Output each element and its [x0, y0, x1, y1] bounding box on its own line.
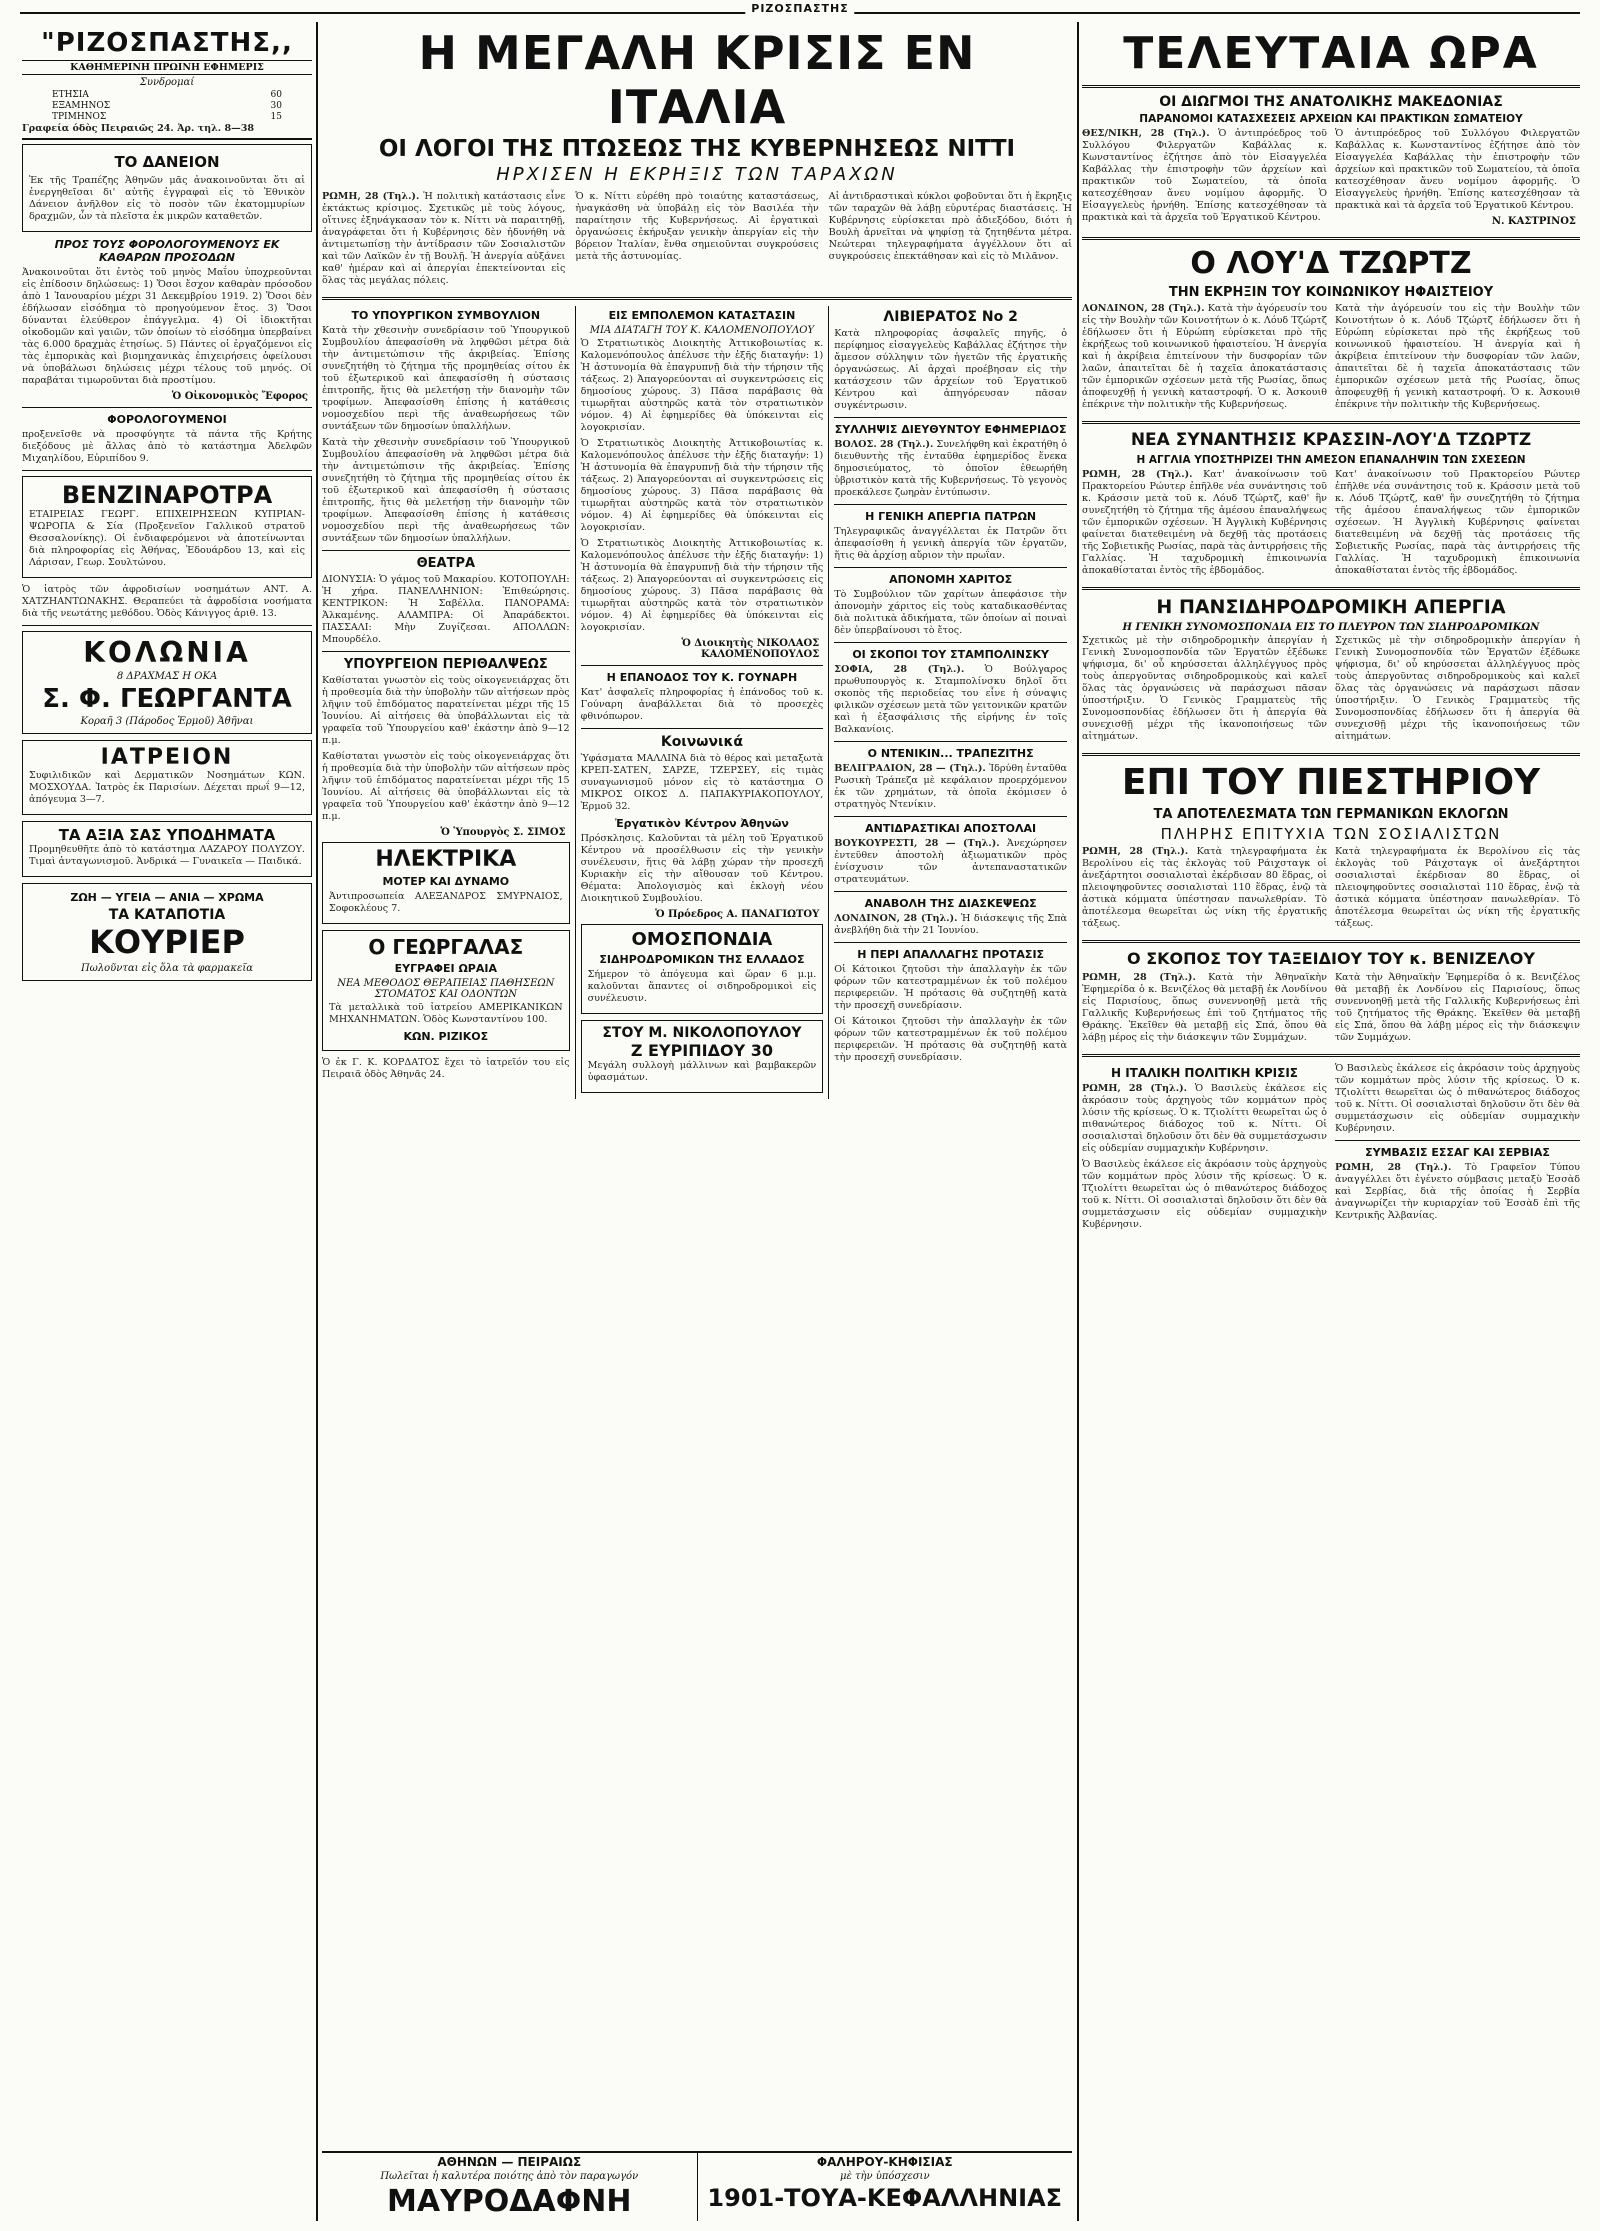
venizelos-text: Κατὰ τὴν Ἀθηναϊκὴν Ἐφημερίδα ὁ κ. Βενιζέλος θὰ μεταβῇ ἐκ Λονδίνου εἰς Παρισίους, ὅπως συνεννοηθῇ μετὰ τῆς Γαλλικῆς Κυβερνήσεως ἐπὶ τοῦ ζητήματος τῆς Θράκης. Ἐκεῖθεν θὰ μεταβῇ εἰς Σπά, ὅπου θὰ λάβῃ μέρος εἰς τὴν διάσκεψιν τῶν Συμμάχων. [1082, 972, 1327, 1043]
ad-nikolopoulos [581, 1020, 824, 1093]
divider [834, 504, 1067, 505]
social-title: Κοινωνικά [660, 734, 744, 750]
presses-sub2: ΠΛΗΡΗΣ ΕΠΙΤΥΧΙΑ ΤΩΝ ΣΟΣΙΑΛΙΣΤΩΝ [1160, 825, 1502, 843]
tax-notice [22, 413, 312, 465]
ad-georgalas-body: Τὰ μεταλλικὰ τοῦ ἰατρείου ΑΜΕΡΙΚΑΝΙΚΩΝ ΜΗΧΑΝΗΜΑΤΩΝ. Ὁδὸς Κωνσταντίνου 100. [329, 1002, 563, 1025]
serbia-text: Τὸ Γραφεῖον Τύπου ἀναγγέλλει ὅτι ἐγένετο σύμβασις μεταξὺ Ἐσσὰδ καὶ Σερβίας, διὰ τῆς ὁποίας ἡ Σερβία ἀναγνωρίζει τὴν κυριαρχίαν τοῦ Ἐσσὰδ ἐπὶ τῆς Κεντρικῆς Ἀλβανίας. [1335, 1162, 1580, 1221]
presses-title: ΕΠΙ ΤΟΥ ΠΙΕΣΤΗΡΙΟΥ [1121, 762, 1541, 803]
arrest-dateline: ΒΟΛΟΣ. 28 (Τηλ.). [834, 439, 934, 450]
postpone-text: Ἡ διάσκεψις τῆς Σπὰ ἀνεβλήθη διὰ τὴν 21 Ἰουνίου. [834, 913, 1068, 936]
loan-title: ΤΟ ΔΑΝΕΙΟΝ [114, 153, 220, 171]
loan-article [22, 144, 312, 232]
ad-kourier-title: ΚΟΥΡΙΕΡ [89, 923, 245, 961]
reaction-text: Ἀνεχώρησεν ἐντεῦθεν ἀποστολὴ ἀξιωματικῶν πρὸς ἐνίσχυσιν τῶν ἀντεπαναστατικῶν στρατευμάτων. [834, 838, 1068, 885]
divider [834, 567, 1067, 568]
serbia-title: ΣΥΜΒΑΣΙΣ ΕΣΣΑΓ ΚΑΙ ΣΕΡΒΙΑΣ [1365, 1146, 1550, 1159]
italy-crisis-dateline: ΡΩΜΗ, 28 (Τηλ.). [1082, 1083, 1187, 1094]
martial-sub: ΜΙΑ ΔΙΑΤΑΓΗ ΤΟΥ Κ. ΚΑΛΟΜΕΝΟΠΟΥΛΟΥ [589, 325, 815, 336]
income-title: ΠΡΟΣ ΤΟΥΣ ΦΟΡΟΛΟΓΟΥΜΕΝΟΥΣ ΕΚ ΚΑΘΑΡΩΝ ΠΡΟΣΟΔΩΝ [54, 238, 280, 264]
macedonia-text: Ὁ ἀντιπρόεδρος τοῦ Συλλόγου Φιλεργατῶν Καβάλλας κ. Κωνσταντίνος ἐζήτησε ἀπὸ τὸν Εἰσαγγελέα Καβάλλας τὴν ἐπιστροφὴν τῶν ἀρχείων καὶ πρακτικῶν τοῦ Σωματείου, τὰ ὁποῖα κατεσχέθησαν ἄνευ νομίμου ἀφορμῆς. Ὁ Εἰσαγγελεὺς ἠρνήθη. Ἐπίσης κατεσχέθησαν τὰ πρακτικὰ καὶ τὰ ἀρχεῖα τοῦ Ἐργατικοῦ Κέντρου. [1082, 128, 1327, 223]
lloyd-george-sub: ΤΗΝ ΕΚΡΗΞΙΝ ΤΟΥ ΚΟΙΝΩΝΙΚΟΥ ΗΦΑΙΣΤΕΙΟΥ [1168, 285, 1494, 300]
ad-electric-text: Ἀντιπροσωπεία ΑΛΕΞΑΝΔΡΟΣ ΣΜΥΡΝΑΙΟΣ, Σοφοκλέους 7. [329, 891, 563, 914]
center-subcol-b [575, 306, 829, 1099]
masthead [0, 2, 1600, 18]
welfare-text: Καθίσταται γνωστὸν εἰς τοὺς οἰκογενειάρχας ὅτι ἡ προθεσμία διὰ τὴν ὑποβολὴν τῶν αἰτήσεων πρὸς λῆψιν τοῦ ἐπιδόματος παρατείνεται μέχρι τῆς 15 Ἰουνίου. Αἱ αἰτήσεις θὰ ὑποβάλλωνται εἰς τὰ γραφεῖα τοῦ Ὑπουργείου καθ' ἑκάστην ἀπὸ 9—12 π.μ. [322, 675, 570, 746]
divider [581, 728, 824, 729]
postpone-title: ΑΝΑΒΟΛΗ ΤΗΣ ΔΙΑΣΚΕΨΕΩΣ [864, 897, 1037, 910]
krassin-title: ΝΕΑ ΣΥΝΑΝΤΗΣΙΣ ΚΡΑΣΣΙΝ-ΛΟΥ'Δ ΤΖΩΡΤΖ [1130, 430, 1532, 450]
subscription-row [52, 101, 282, 112]
liveratos-text: Κατὰ πληροφορίας ἀσφαλεῖς πηγῆς, ὁ περίφημος εἰσαγγελεὺς Καβάλλας ἐζήτησε τὴν ἄμεσον σύλληψιν τῶν ἡγετῶν τῆς ἐργατικῆς ὀργανώσεως. Αἱ ἀρχαὶ προέβησαν εἰς τὴν κατάσχεσιν τῶν ἀρχείων τοῦ Ἐργατικοῦ Κέντρου καὶ ἀπηγόρευσαν πᾶσαν συγκέντρωσιν. [834, 328, 1068, 411]
krassin-text: Κατ' ἀνακοίνωσιν τοῦ Πρακτορείου Ρώυτερ ἐπῆλθε νέα συνάντησις τοῦ κ. Κράσσιν μετὰ τοῦ κ. Λόυδ Τζώρτζ, καθ' ἣν συνεζητήθη τὸ ζήτημα τῆς ἀμέσου ἐπαναλήψεως τῶν ἐμπορικῶν σχέσεων. Ἡ Ἀγγλικὴ Κυβέρνησις φαίνεται διατεθειμένη νὰ δεχθῇ τὰς προτάσεις τῆς Σοβιετικῆς Ρωσίας, παρὰ τὰς ἀντιρρήσεις τῆς Γαλλίας. Ἡ ταχυδρομικὴ ἐπικοινωνία ἀποκαθίσταται ἐντὸς τῆς ἑβδομάδος. [1082, 469, 1327, 576]
amnesty-text: Τὸ Συμβούλιον τῶν χαρίτων ἀπεφάσισε τὴν ἀπονομὴν χάριτος εἰς τοὺς καταδικασθέντας διὰ πολιτικὰ ἀδικήματα, τῶν ὁποίων αἱ ποιναὶ δὲν ὑπερβαίνουσι τὸ ἔτος. [834, 589, 1068, 636]
presses-dateline: ΡΩΜΗ, 28 (Τηλ.). [1082, 846, 1189, 857]
subscription-label: ΤΡΙΜΗΝΟΣ [52, 112, 107, 122]
income-text: Ἀνακοινοῦται ὅτι ἐντὸς τοῦ μηνὸς Μαΐου ὑποχρεοῦνται εἰς ἐπίδοσιν δηλώσεως: 1) Ὅσοι ἔσχον καθαρὰν πρόσοδον ἀπὸ 1 Ἰανουαρίου μέχρι 31 Δεκεμβρίου 1919. 2) Ὅσοι δὲν ἐδήλωσαν εἰσόδημα τὸ προηγούμενον ἔτος. 3) Ὅσοι δύνανται ἐλεύθερον ἐπάγγελμα. 4) Οἱ ἰδιοκτῆται οἰκοδομῶν καὶ γαιῶν, τῶν ὁποίων τὸ εἰσόδημα ὑπερβαίνει τὰς 6.000 δραχμὰς ἐτησίως. 5) Πάντες οἱ ἐργαζόμενοι εἰς τὰς ἐμπορικὰς καὶ βιομηχανικὰς ἐπιχειρήσεις ὀφείλουσι νὰ ὑποβάλωσι δηλώσεις μέχρι τέλους τοῦ μηνός. Οἱ παραβάται τιμωροῦνται διὰ προστίμου. [22, 267, 312, 386]
arrest-title: ΣΥΛΛΗΨΙΣ ΔΙΕΥΘΥΝΤΟΥ ΕΦΗΜΕΡΙΔΟΣ [834, 423, 1067, 436]
center-bottom-ads [322, 2151, 1072, 2221]
ad-benzin-text: ΕΤΑΙΡΕΙΑΣ ΓΕΩΡΓ. ΕΠΙΧΕΙΡΗΣΕΩΝ ΚΥΠΡΙΑΝ-ΨΩΡΟΠΑ & Σία (Προξενεῖον Γαλλικοῦ στρατοῦ Θεσσαλονίκης). Οἱ ἐνδιαφερόμενοι νὰ ἀποτείνωνται διὰ πληροφορίας εἰς Ἀθήνας, Ἐδουάρδου 13, καὶ εἰς Λάρισαν, Γεωρ. Σουλτώνου. [29, 509, 305, 568]
strike-sub: Η ΓΕΝΙΚΗ ΣΥΝΟΜΟΣΠΟΝΔΙΑ ΕΙΣ ΤΟ ΠΛΕΥΡΟΝ ΤΩΝ ΣΙΔΗΡΟΔΡΟΜΙΚΩΝ [1122, 622, 1540, 633]
subscription-label: ΕΤΗΣΙΑ [52, 90, 89, 100]
martial-title: ΕΙΣ ΕΜΠΟΛΕΜΟΝ ΚΑΤΑΣΤΑΣΙΝ [608, 309, 796, 322]
cabinet-title: ΤΟ ΥΠΟΥΡΓΙΚΟΝ ΣΥΜΒΟΥΛΙΟΝ [351, 309, 541, 322]
ad-union-sub: ΣΙΔΗΡΟΔΡΟΜΙΚΩΝ ΤΗΣ ΕΛΛΑΔΟΣ [599, 953, 805, 966]
divider [322, 550, 570, 551]
divider [1082, 753, 1580, 756]
column-divider-right [1077, 22, 1079, 2221]
ad-faliro-text: μὲ τὴν ὑπόσχεσιν [839, 2171, 930, 2182]
ad-electric [322, 842, 570, 924]
serbia-dateline: ΡΩΜΗ, 28 (Τηλ.). [1335, 1162, 1452, 1173]
divider [1082, 85, 1580, 88]
divider [834, 417, 1067, 418]
lead-story [322, 191, 1072, 291]
subscription-row [52, 90, 282, 101]
loan-text: Ἐκ τῆς Τραπέζης Ἀθηνῶν μᾶς ἀνακοινοῦνται ὅτι αἱ ἐνεργηθεῖσαι δι' αὐτῆς ἐγγραφαὶ εἰς τὸ Ἐθνικὸν Δάνειον ἀνῆλθον εἰς τὸ ποσὸν τῶν ἑκατομμυρίων δραχμῶν, ὧν τὰ πλεῖστα ἐκ μικρῶν καταθετῶν. [29, 175, 305, 222]
tax-title: ΦΟΡΟΛΟΓΟΥΜΕΝΟΙ [107, 413, 227, 426]
center-subcol-c [828, 306, 1072, 1099]
subscription-label: ΕΞΑΜΗΝΟΣ [52, 101, 111, 111]
office-address: Γραφεία όδὸς Πειραιῶς 24. Ἀρ. τηλ. 8—38 [22, 123, 312, 140]
lead-dateline: ΡΩΜΗ, 28 (Τηλ.). [322, 191, 420, 202]
ad-iatreion [22, 740, 312, 815]
masthead-title: ΡΙΖΟΣΠΑΣΤΗΣ [745, 2, 854, 15]
ad-iatreion-text: Συφιλιδικῶν καὶ Δερματικῶν Νοσημάτων ΚΩΝ. ΜΟΣΧΟΥΔΑ. Ἰατρὸς ἐκ Παρισίων. Δέχεται πρωΐ 9—12, ἀπόγευμα 3—7. [29, 770, 305, 805]
ad-doctor [22, 584, 312, 620]
stambolinsky-text: Ὁ Βούλγαρος πρωθυπουργὸς κ. Σταμπολίνσκυ δηλοῖ ὅτι σκοπὸς τῆς περιοδείας του εἶνε ἡ σύναψις φιλικῶν σχέσεων μετὰ τῶν γειτονικῶν κρατῶν καὶ ἡ ἐξασφάλισις τῆς εἰρήνης ἐν τοῖς Βαλκανίοις. [834, 664, 1068, 735]
krassin-sub: Η ΑΓΓΛΙΑ ΥΠΟΣΤΗΡΙΖΕΙ ΤΗΝ ΑΜΕΣΟΝ ΕΠΑΝΑΛΗΨΙΝ ΤΩΝ ΣΧΕΣΕΩΝ [1136, 454, 1526, 466]
ad-kolonia-name: Σ. Φ. ΓΕΩΡΓΑΝΤΑ [42, 684, 292, 714]
paper-tagline: ΚΑΘΗΜΕΡΙΝΗ ΠΡΩΙΝΗ ΕΦΗΜΕΡΙΣ [22, 60, 312, 75]
stambolinsky-dateline: ΣΟΦΙΑ, 28 (Τηλ.). [834, 664, 965, 675]
krassin-text: Κατ' ἀνακοίνωσιν τοῦ Πρακτορείου Ρώυτερ ἐπῆλθε νέα συνάντησις τοῦ κ. Κράσσιν μετὰ τοῦ κ. Λόυδ Τζώρτζ, καθ' ἣν συνεζητήθη τὸ ζήτημα τῆς ἀμέσου ἐπαναλήψεως τῶν ἐμπορικῶν σχέσεων. Ἡ Ἀγγλικὴ Κυβέρνησις φαίνεται διατεθειμένη νὰ δεχθῇ τὰς προτάσεις τῆς Σοβιετικῆς Ρωσίας, παρὰ τὰς ἀντιρρήσεις τῆς Γαλλίας. Ἡ ταχυδρομικὴ ἐπικοινωνία ἀποκαθίσταται ἐντὸς τῆς ἑβδομάδος. [1335, 469, 1580, 576]
divider [1082, 1054, 1580, 1057]
martial-text: Ὁ Στρατιωτικὸς Διοικητὴς Ἀττικοβοιωτίας κ. Καλομενόπουλος ἀπέλυσε τὴν ἑξῆς διαταγήν: 1) Ἡ ἀστυνομία θὰ ἐπαγρυπνῇ διὰ τὴν τήρησιν τῆς τάξεως. 2) Ἀπαγορεύονται αἱ συγκεντρώσεις εἰς δημοσίους χώρους. 3) Πᾶσα παράβασις θὰ τιμωρῆται αὐστηρῶς κατὰ τὸν στρατιωτικὸν νόμον. 4) Αἱ ἐφημερίδες θὰ ὑπόκεινται εἰς λογοκρισίαν. [580, 438, 824, 533]
subscriptions-title: Συνδρομαί [139, 77, 195, 88]
center-subcol-a [322, 306, 575, 1099]
lead-text: Ὁ κ. Νίττι εὑρέθη πρὸ τοιαύτης καταστάσεως, ἠναγκάσθη νὰ ὑποβάλῃ εἰς τὸν Βασιλέα τὴν παραίτησιν τῆς Κυβερνήσεως. Αἱ ἐργατικαὶ ὀργανώσεις ἐκήρυξαν γενικὴν ἀπεργίαν εἰς τὴν βόρειον Ἰταλίαν, ἔνθα σημειοῦνται συγκρούσεις μετὰ τῆς ἀστυνομίας. [575, 191, 819, 262]
lead-text: Ἡ πολιτικὴ κατάστασις εἶνε ἐκτάκτως κρίσιμος. Σχετικῶς μὲ τοὺς λόγους, οἵτινες ἐξηνάγκασαν τὸν κ. Νίττι νὰ παραιτηθῇ, ἀναγράφεται ὅτι ἡ Κυβέρνησις δὲν ἠδυνήθη νὰ ἀντιμετωπίσῃ τὴν ἀντίδρασιν τῶν Σοσιαλιστῶν καὶ τῶν Λαϊκῶν ἐν τῇ Βουλῇ. Ἡ ἀνεργία αὐξάνει καθ' ἡμέραν καὶ αἱ ἀπεργίαι ἐπεκτείνονται εἰς ὅλας τὰς μεγάλας πόλεις. [322, 191, 566, 286]
ad-kolonia-title: ΚΟΛΩΝΙΑ [83, 636, 251, 669]
ad-mavrodafni [322, 2153, 698, 2221]
ad-faliro-title: ΦΑΛΗΡΟΥ-ΚΗΦΙΣΙΑΣ [816, 2155, 953, 2169]
ad-kourier-top: ΖΩΗ — ΥΓΕΙΑ — ΑΝΙΑ — ΧΡΩΜΑ [70, 891, 264, 904]
ad-kolonia-address: Κοραῆ 3 (Πάροδος Ἑρμοῦ) Ἀθῆναι [80, 716, 254, 727]
divider [1082, 237, 1580, 240]
ad-nikol-sub: Ζ ΕΥΡΙΠΙΔΟΥ 30 [630, 1041, 773, 1060]
ad-georgalas-text: ΝΕΑ ΜΕΘΟΔΟΣ ΘΕΡΑΠΕΙΑΣ ΠΑΘΗΣΕΩΝ ΣΤΟΜΑΤΟΣ ΚΑΙ ΟΔΟΝΤΩΝ [337, 978, 555, 1000]
exemption-text: Οἱ Κάτοικοι ζητοῦσι τὴν ἀπαλλαγὴν ἐκ τῶν φόρων τῶν κατεστραμμένων ἐκ τοῦ πολέμου περιφερειῶν. Ἡ πρότασις θὰ συζητηθῇ κατὰ τὴν προσεχῆ συνεδρίασιν. [834, 964, 1068, 1011]
late-news-headline: ΤΕΛΕΥΤΑΙΑ ΩΡΑ [1123, 28, 1539, 79]
divider [1082, 587, 1580, 590]
postpone-dateline: ΛΟΝΔΙΝΟΝ, 28 (Τηλ.). [834, 913, 958, 924]
main-headline: Η ΜΕΓΑΛΗ ΚΡΙΣΙΣ ΕΝ ΙΤΑΛΙΑ [418, 26, 976, 134]
reaction-title: ΑΝΤΙΔΡΑΣΤΙΚΑΙ ΑΠΟΣΤΟΛΑΙ [865, 822, 1037, 835]
left-column [22, 22, 312, 2221]
gounaris-title: Η ΕΠΑΝΟΔΟΣ ΤΟΥ Κ. ΓΟΥΝΑΡΗ [606, 671, 798, 684]
ad-kolonia [22, 631, 312, 734]
ad-mavrodafni-title: ΑΘΗΝΩΝ — ΠΕΙΡΑΙΩΣ [437, 2155, 582, 2169]
welfare-title: ΥΠΟΥΡΓΕΙΟΝ ΠΕΡΙΘΑΛΨΕΩΣ [343, 657, 548, 672]
lead-text: Αἱ ἀντιδραστικαὶ κύκλοι φοβοῦνται ὅτι ἡ ἔκρηξις τῶν ταραχῶν θὰ λάβῃ εὐρυτέρας διαστάσεις. Ἡ Κυβέρνησις εὑρίσκεται πρὸ ἀδιεξόδου, διότι ἡ Βουλὴ ἀρνεῖται νὰ ψηφίσῃ τὰ ζητηθέντα μέτρα. Νεώτεραι τηλεγραφήματα ἀγγέλλουν ὅτι αἱ συγκρούσεις ἐπεκτάθησαν καὶ εἰς τὸ Μιλᾶνον. [828, 191, 1072, 262]
welfare-text: Καθίσταται γνωστὸν εἰς τοὺς οἰκογενειάρχας ὅτι ἡ προθεσμία διὰ τὴν ὑποβολὴν τῶν αἰτήσεων πρὸς λῆψιν τοῦ ἐπιδόματος παρατείνεται μέχρι τῆς 15 Ἰουνίου. Αἱ αἰτήσεις θὰ ὑποβάλλωνται εἰς τὰ γραφεῖα τοῦ Ὑπουργείου καθ' ἑκάστην ἀπὸ 9—12 π.μ. [322, 751, 570, 822]
martial-signature: Ὁ Διοικητὴς ΝΙΚΟΛΑΟΣ ΚΑΛΟΜΕΝΟΠΟΥΛΟΣ [681, 638, 820, 660]
venizelos-text: Κατὰ τὴν Ἀθηναϊκὴν Ἐφημερίδα ὁ κ. Βενιζέλος θὰ μεταβῇ ἐκ Λονδίνου εἰς Παρισίους, ὅπως συνεννοηθῇ μετὰ τῆς Γαλλικῆς Κυβερνήσεως ἐπὶ τοῦ ζητήματος τῆς Θράκης. Ἐκεῖθεν θὰ μεταβῇ εἰς Σπά, ὅπου θὰ λάβῃ μέρος εἰς τὴν διάσκεψιν τῶν Συμμάχων. [1335, 972, 1580, 1043]
macedonia-text: Ὁ ἀντιπρόεδρος τοῦ Συλλόγου Φιλεργατῶν Καβάλλας κ. Κωνσταντίνος ἐζήτησε ἀπὸ τὸν Εἰσαγγελέα Καβάλλας τὴν ἐπιστροφὴν τῶν ἀρχείων καὶ πρακτικῶν τοῦ Σωματείου, τὰ ὁποῖα κατεσχέθησαν ἄνευ νομίμου ἀφορμῆς. Ὁ Εἰσαγγελεὺς ἠρνήθη. Ἐπίσης κατεσχέθησαν τὰ πρακτικὰ καὶ τὰ ἀρχεῖα τοῦ Ἐργατικοῦ Κέντρου. [1335, 128, 1580, 211]
ad-georgalas [322, 930, 570, 1051]
income-article [22, 238, 312, 402]
social-text: Ὑφάσματα ΜΑΛΛΙΝΑ διὰ τὸ θέρος καὶ μεταξωτὰ ΚΡΕΠ-ΣΑΤΕΝ, ΣΑΡΖΕ, ΤΖΕΡΣΕΥ, εἰς τιμὰς συναγωνισμοῦ μόνον εἰς τὸ κατάστημα Ο ΜΙΚΡΟΣ ΟΙΚΟΣ Δ. ΠΑΠΑΚΥΡΙΑΚΟΠΟΥΛΟΥ, Ἑρμοῦ 32. [580, 753, 824, 812]
ad-kolonia-sub: 8 ΔΡΑΧΜΑΣ Η ΟΚΑ [116, 671, 218, 682]
bottom-right-stories [1082, 1063, 1580, 1235]
column-divider-left [316, 22, 318, 2221]
venizelos-title: Ο ΣΚΟΠΟΣ ΤΟΥ ΤΑΞΕΙΔΙΟΥ ΤΟΥ κ. ΒΕΝΙΖΕΛΟΥ [1127, 949, 1535, 968]
subscription-value: 30 [270, 101, 282, 111]
lloyd-george-body [1082, 303, 1580, 415]
lloyd-george-dateline: ΛΟΝΔΙΝΟΝ, 28 (Τηλ.). [1082, 303, 1205, 314]
exemption-text: Οἱ Κάτοικοι ζητοῦσι τὴν ἀπαλλαγὴν ἐκ τῶν φόρων τῶν κατεστραμμένων ἐκ τοῦ πολέμου περιφερειῶν. Ἡ πρότασις θὰ συζητηθῇ κατὰ τὴν προσεχῆ συνεδρίασιν. [834, 1016, 1068, 1063]
ad-doctor-text: Ὁ ἰατρὸς τῶν ἀφροδισίων νοσημάτων ΑΝΤ. Α. ΧΑΤΖΗΑΝΤΩΝΑΚΗΣ. Θεραπεύει τὰ ἀφροδίσια νοσήματα διὰ τῆς νεωτάτης μεθόδου. Ὁδὸς Κάνιγγος ἀριθ. 13. [22, 584, 312, 619]
kordatos-text: Ὁ ἐκ Γ. Κ. ΚΟΡΔΑΤΟΣ ἔχει τὸ ἰατρεῖόν του εἰς Πειραιᾶ ὁδὸς Ἀθηνᾶς 24. [322, 1057, 570, 1080]
italy-crisis-text: Ὁ Βασιλεὺς ἐκάλεσε εἰς ἀκρόασιν τοὺς ἀρχηγοὺς τῶν κομμάτων πρὸς λύσιν τῆς κρίσεως. Ὁ κ. Τζιολίττι θεωρεῖται ὡς ὁ πιθανώτερος διάδοχος τοῦ κ. Νίττι. Οἱ σοσιαλισταὶ δηλοῦσιν ὅτι δὲν θὰ συμμετάσχωσιν εἰς οὐδεμίαν συμμαχικὴν Κυβέρνησιν. [1335, 1063, 1580, 1134]
denikin-title: Ο ΝΤΕΝΙΚΙΝ... ΤΡΑΠΕΖΙΤΗΣ [867, 747, 1034, 760]
paper-name: "ΡΙΖΟΣΠΑΣΤΗΣ,, [41, 28, 293, 58]
denikin-dateline: ΒΕΛΙΓΡΑΔΙΟΝ, 28 — (Τηλ.). [834, 763, 986, 774]
lloyd-george-title: Ο ΛΟΥ'Δ ΤΖΩΡΤΖ [1190, 246, 1472, 281]
divider [22, 470, 312, 471]
ad-iatreion-title: ΙΑΤΡΕΙΟΝ [100, 745, 234, 770]
denikin-text: Ἰδρύθη ἐνταῦθα Ρωσικὴ Τράπεζα μὲ κεφάλαιον προερχόμενον ἐκ τῶν χρημάτων, τὰ ὁποῖα ἐκόμισεν ὁ στρατηγὸς Ντενίκιν. [834, 763, 1068, 810]
macedonia-sub: ΠΑΡΑΝΟΜΟΙ ΚΑΤΑΣΧΕΣΕΙΣ ΑΡΧΕΙΩΝ ΚΑΙ ΠΡΑΚΤΙΚΩΝ ΣΩΜΑΤΕΙΟΥ [1139, 113, 1523, 125]
ad-mavrodafni-big: ΜΑΥΡΟΔΑΦΝΗ [387, 2184, 632, 2219]
ad-kourier-pre: ΤΑ ΚΑΤΑΠΟΤΙΑ [108, 907, 226, 923]
italy-crisis-title: Η ΙΤΑΛΙΚΗ ΠΟΛΙΤΙΚΗ ΚΡΙΣΙΣ [1110, 1066, 1298, 1080]
cabinet-text: Κατὰ τὴν χθεσινὴν συνεδρίασιν τοῦ Ὑπουργικοῦ Συμβουλίου ἀπεφασίσθη νὰ ληφθῶσι μέτρα διὰ τὴν ἀντιμετώπισιν τῆς ἀκριβείας. Ἐπίσης συνεζητήθη τὸ ζήτημα τῆς προμηθείας σίτου ἐκ τοῦ ἐξωτερικοῦ καὶ ἀπεφασίσθη ἡ σύστασις ἐπιτροπῆς, ἥτις θὰ μελετήσῃ τὴν διανομὴν τῶν τροφίμων. Ἀπεφασίσθη ἐπίσης ἡ κατάθεσις νομοσχεδίου περὶ τῆς ἀναθεωρήσεως τῶν συντάξεων τῶν δημοσίων ὑπαλλήλων. [322, 437, 570, 544]
ad-kourier [22, 883, 312, 981]
strike-title: Η ΠΑΝΣΙΔΗΡΟΔΡΟΜΙΚΗ ΑΠΕΡΓΙΑ [1156, 596, 1506, 618]
divider [581, 665, 824, 666]
income-signature: Ὁ Οἰκονομικὸς Ἔφορος [171, 391, 308, 402]
arrest-text: Συνελήφθη καὶ ἐκρατήθη ὁ διευθυντὴς τῆς ἐνταῦθα ἐφημερίδος ἕνεκα δημοσιεύματος, τὸ ὁποῖον ἐθεωρήθη ὑβριστικὸν κατὰ τῆς Κυβερνήσεως. Τὸ γεγονὸς προεκάλεσε ζωηρὰν ἐντύπωσιν. [834, 439, 1068, 498]
main-kicker: ΗΡΧΙΣΕΝ Η ΕΚΡΗΞΙΣ ΤΩΝ ΤΑΡΑΧΩΝ [496, 164, 898, 185]
ad-kourier-foot: Πωλοῦνται εἰς ὅλα τὰ φαρμακεῖα [80, 963, 254, 974]
divider [22, 625, 312, 626]
ad-shoes-text: Προμηθευθῆτε ἀπὸ τὸ κατάστημα ΛΑΖΑΡΟΥ ΠΟΛΥΖΟΥ. Τιμαὶ ἀνταγωνισμοῦ. Ἀνδρικά — Γυναικεῖα — Παιδικά. [29, 844, 305, 867]
ad-georgalas-title: Ο ΓΕΩΡΓΑΛΑΣ [368, 935, 524, 959]
macedonia-body [1082, 128, 1580, 231]
center-column [322, 22, 1072, 2221]
ad-shoes [22, 821, 312, 877]
workers-title: Ἐργατικὸν Κέντρον Ἀθηνῶν [614, 817, 789, 830]
divider [1082, 421, 1580, 424]
amnesty-title: ΑΠΟΝΟΜΗ ΧΑΡΙΤΟΣ [889, 573, 1013, 586]
ad-georgalas-name: ΚΩΝ. ΡΙΖΙΚΟΣ [403, 1030, 489, 1043]
ad-union [581, 924, 824, 1014]
center-sub-columns [322, 306, 1072, 1099]
presses-sub: ΤΑ ΑΠΟΤΕΛΕΣΜΑΤΑ ΤΩΝ ΓΕΡΜΑΝΙΚΩΝ ΕΚΛΟΓΩΝ [1153, 807, 1509, 822]
krassin-dateline: ΡΩΜΗ, 28 (Τηλ.). [1082, 469, 1193, 480]
ad-union-title: ΟΜΟΣΠΟΝΔΙΑ [631, 929, 773, 950]
divider [834, 741, 1067, 742]
italy-crisis-text: Ὁ Βασιλεὺς ἐκάλεσε εἰς ἀκρόασιν τοὺς ἀρχηγοὺς τῶν κομμάτων πρὸς λύσιν τῆς κρίσεως. Ὁ κ. Τζιολίττι θεωρεῖται ὡς ὁ πιθανώτερος διάδοχος τοῦ κ. Νίττι. Οἱ σοσιαλισταὶ δηλοῦσιν ὅτι δὲν θὰ συμμετάσχωσιν εἰς οὐδεμίαν συμμαχικὴν Κυβέρνησιν. [1082, 1083, 1327, 1154]
presses-body [1082, 846, 1580, 934]
ad-benzin-title: ΒΕΝΖΙΝΑΡΟΤΡΑ [61, 481, 273, 509]
patras-text: Τηλεγραφικῶς ἀναγγέλλεται ἐκ Πατρῶν ὅτι ἀπεφασίσθη ἡ γενικὴ ἀπεργία τῶν ἐργατῶν, ἥτις θὰ ἀρχίσῃ αὔριον τὴν πρωΐαν. [834, 526, 1068, 561]
divider [1335, 1140, 1580, 1141]
martial-text: Ὁ Στρατιωτικὸς Διοικητὴς Ἀττικοβοιωτίας κ. Καλομενόπουλος ἀπέλυσε τὴν ἑξῆς διαταγήν: 1) Ἡ ἀστυνομία θὰ ἐπαγρυπνῇ διὰ τὴν τήρησιν τῆς τάξεως. 2) Ἀπαγορεύονται αἱ συγκεντρώσεις εἰς δημοσίους χώρους. 3) Πᾶσα παράβασις θὰ τιμωρῆται αὐστηρῶς κατὰ τὸν στρατιωτικὸν νόμον. 4) Αἱ ἐφημερίδες θὰ ὑπόκεινται εἰς λογοκρισίαν. [580, 538, 824, 633]
italy-crisis-text: Ὁ Βασιλεὺς ἐκάλεσε εἰς ἀκρόασιν τοὺς ἀρχηγοὺς τῶν κομμάτων πρὸς λύσιν τῆς κρίσεως. Ὁ κ. Τζιολίττι θεωρεῖται ὡς ὁ πιθανώτερος διάδοχος τοῦ κ. Νίττι. Οἱ σοσιαλισταὶ δηλοῦσιν ὅτι δὲν θὰ συμμετάσχωσιν εἰς οὐδεμίαν συμμαχικὴν Κυβέρνησιν. [1082, 1159, 1327, 1230]
subscription-value: 15 [270, 112, 282, 122]
divider [322, 651, 570, 652]
macedonia-signature: Ν. ΚΑΣΤΡΙΝΟΣ [1491, 216, 1576, 227]
divider [834, 642, 1067, 643]
lead-story-col [322, 191, 565, 291]
krassin-body [1082, 469, 1580, 581]
liveratos-title: ΛΙΒΙΕΡΑΤΟΣ Νο 2 [883, 309, 1018, 325]
ad-benzinarotra [22, 476, 312, 578]
ad-shoes-title: ΤΑ ΑΞΙΑ ΣΑΣ ΥΠΟΔΗΜΑΤΑ [58, 826, 276, 844]
ad-nikol-text: Μεγάλη συλλογὴ μάλλινων καὶ βαμβακερῶν ὑφασμάτων. [587, 1060, 817, 1083]
welfare-signature: Ὁ Ὑπουργὸς Σ. ΣΙΜΟΣ [440, 827, 566, 838]
ad-electric-sub: ΜΟΤΕΡ ΚΑΙ ΔΥΝΑΜΟ [382, 875, 510, 888]
gounaris-text: Κατ' ἀσφαλεῖς πληροφορίας ἡ ἐπάνοδος τοῦ κ. Γούναρη ἀναβάλλεται διὰ τὸ προσεχὲς φθινόπωρον. [580, 687, 824, 722]
martial-text: Ὁ Στρατιωτικὸς Διοικητὴς Ἀττικοβοιωτίας κ. Καλομενόπουλος ἀπέλυσε τὴν ἑξῆς διαταγήν: 1) Ἡ ἀστυνομία θὰ ἐπαγρυπνῇ διὰ τὴν τήρησιν τῆς τάξεως. 2) Ἀπαγορεύονται αἱ συγκεντρώσεις εἰς δημοσίους χώρους. 3) Πᾶσα παράβασις θὰ τιμωρῆται αὐστηρῶς κατὰ τὸν στρατιωτικὸν νόμον. 4) Αἱ ἐφημερίδες θὰ ὑπόκεινται εἰς λογοκρισίαν. [580, 338, 824, 433]
venizelos-dateline: ΡΩΜΗ, 28 (Τηλ.). [1082, 972, 1196, 983]
divider [322, 297, 1072, 300]
subscription-row [52, 112, 282, 123]
divider [1082, 940, 1580, 943]
ad-union-text: Σήμερον τὸ ἀπόγευμα καὶ ὥραν 6 μ.μ. καλοῦνται ἅπαντες οἱ σιδηροδρομικοὶ εἰς συνέλευσιν. [587, 969, 817, 1004]
theatre-text: ΔΙΟΝΥΣΙΑ: Ὁ γάμος τοῦ Μακαρίου. ΚΟΤΟΠΟΥΛΗ: Ἡ χήρα. ΠΑΝΕΛΛΗΝΙΟΝ: Ἐπιθεώρησις. ΚΕΝΤΡΙΚΟΝ: Ἡ Σαβέλλα. ΠΑΝΟΡΑΜΑ: Ἀλκαμένης. ΑΛΑΜΠΡΑ: Οἱ Ἀπαράδεκτοι. ΠΑΣΣΑΛΙ: Μὴν Ζυγίζεσαι. ΑΠΟΛΛΩΝ: Μπουρδέλο. [322, 574, 570, 645]
divider [834, 816, 1067, 817]
ad-georgalas-sub: ΕΥΓΡΑΦΕΙ ΩΡΑΙΑ [394, 962, 497, 975]
ad-faliro [698, 2153, 1073, 2221]
patras-title: Η ΓΕΝΙΚΗ ΑΠΕΡΓΙΑ ΠΑΤΡΩΝ [865, 510, 1037, 523]
venizelos-body [1082, 972, 1580, 1048]
macedonia-title: ΟΙ ΔΙΩΓΜΟΙ ΤΗΣ ΑΝΑΤΟΛΙΚΗΣ ΜΑΚΕΔΟΝΙΑΣ [1159, 94, 1503, 110]
ad-faliro-big: 1901-ΤΟΥΑ-ΚΕΦΑΛΛΗΝΙΑΣ [707, 2184, 1063, 2212]
tax-text: προξενεῖσθε νὰ προσφύγητε τὰ πάντα τῆς Κρήτης διεξόδους μὲ ἄλλας ἀπὸ τὸ κατάστημα Ἀδελφῶν Μιχαηλίδου, Εὐριπίδου 9. [22, 429, 312, 464]
lead-story-col [829, 191, 1072, 291]
exemption-title: Η ΠΕΡΙ ΑΠΑΛΛΑΓΗΣ ΠΡΟΤΑΣΙΣ [857, 948, 1045, 961]
lloyd-george-text: Κατὰ τὴν ἀγόρευσίν του εἰς τὴν Βουλὴν τῶν Κοινοτήτων ὁ κ. Λόυδ Τζώρτζ ἐδήλωσεν ὅτι ἡ Εὐρώπη εὑρίσκεται πρὸ τῆς ἐκρήξεως τοῦ κοινωνικοῦ ἡφαιστείου. Ἡ ἀνεργία καὶ ἡ ἀκρίβεια ἐπιτείνουν τὴν δυσφορίαν τῶν λαῶν, ἀπαιτεῖται δὲ ἡ ταχεῖα ἀποκατάστασις τῶν ἐμπορικῶν σχέσεων μετὰ τῆς Ρωσίας, ὅπως ἀποφευχθῇ ἡ γενικὴ καταστροφή. Ὁ κ. Ἀσκουιθ ἐπέκρινε τὴν πολιτικὴν τῆς Κυβερνήσεως. [1335, 303, 1580, 410]
ad-electric-title: ΗΛΕΚΤΡΙΚΑ [375, 847, 517, 872]
ad-nikol-title: ΣΤΟΥ Μ. ΝΙΚΟΛΟΠΟΥΛΟΥ [602, 1025, 802, 1041]
cabinet-text: Κατὰ τὴν χθεσινὴν συνεδρίασιν τοῦ Ὑπουργικοῦ Συμβουλίου ἀπεφασίσθη νὰ ληφθῶσι μέτρα διὰ τὴν ἀντιμετώπισιν τῆς ἀκριβείας. Ἐπίσης συνεζητήθη τὸ ζήτημα τῆς προμηθείας σίτου ἐκ τοῦ ἐξωτερικοῦ καὶ ἀπεφασίσθη ἡ σύστασις ἐπιτροπῆς, ἥτις θὰ μελετήσῃ τὴν διανομὴν τῶν τροφίμων. Ἀπεφασίσθη ἐπίσης ἡ κατάθεσις νομοσχεδίου περὶ τῆς ἀναθεωρήσεως τῶν συντάξεων τῶν δημοσίων ὑπαλλήλων. [322, 325, 570, 432]
strike-text: Σχετικῶς μὲ τὴν σιδηροδρομικὴν ἀπεργίαν ἡ Γενικὴ Συνομοσπονδία τῶν Ἐργατῶν ἐξέδωκε ψήφισμα, δι' οὗ κηρύσσεται ἀλληλέγγυος πρὸς τοὺς ἀπεργοῦντας σιδηροδρομικοὺς καὶ καλεῖ ὅλας τὰς ὀργανώσεις νὰ παράσχωσι πᾶσαν ὑποστήριξιν. Ὁ Γενικὸς Γραμματεὺς τῆς Συνομοσπονδίας ἐδήλωσεν ὅτι ἡ ἀπεργία θὰ συνεχισθῇ μέχρι τῆς ἱκανοποιήσεως τῶν αἰτημάτων. [1335, 635, 1580, 742]
strike-body [1082, 635, 1580, 747]
theatre-title: ΘΕΑΤΡΑ [416, 556, 476, 571]
ad-mavrodafni-text: Πωλεῖται ἡ καλυτέρα ποιότης ἀπὸ τὸν παραγωγόν [380, 2171, 639, 2182]
macedonia-dateline: ΘΕΣ/ΝΙΚΗ, 28 (Τηλ.). [1082, 128, 1210, 139]
subscriptions-list [22, 90, 312, 123]
strike-text: Σχετικῶς μὲ τὴν σιδηροδρομικὴν ἀπεργίαν ἡ Γενικὴ Συνομοσπονδία τῶν Ἐργατῶν ἐξέδωκε ψήφισμα, δι' οὗ κηρύσσεται ἀλληλέγγυος πρὸς τοὺς ἀπεργοῦντας σιδηροδρομικοὺς καὶ καλεῖ ὅλας τὰς ὀργανώσεις νὰ παράσχωσι πᾶσαν ὑποστήριξιν. Ὁ Γενικὸς Γραμματεὺς τῆς Συνομοσπονδίας ἐδήλωσεν ὅτι ἡ ἀπεργία θὰ συνεχισθῇ μέχρι τῆς ἱκανοποιήσεως τῶν αἰτημάτων. [1082, 635, 1327, 742]
subscription-value: 60 [270, 90, 282, 100]
reaction-dateline: ΒΟΥΚΟΥΡΕΣΤΙ, 28 — (Τηλ.). [834, 838, 1000, 849]
lead-story-col [575, 191, 818, 291]
stambolinsky-title: ΟΙ ΣΚΟΠΟΙ ΤΟΥ ΣΤΑΜΠΟΛΙΝΣΚΥ [852, 648, 1049, 661]
main-subheadline: ΟΙ ΛΟΓΟΙ ΤΗΣ ΠΤΩΣΕΩΣ ΤΗΣ ΚΥΒΕΡΝΗΣΕΩΣ ΝΙΤΤΙ [378, 136, 1016, 162]
divider [834, 942, 1067, 943]
workers-signature: Ὁ Πρόεδρος Α. ΠΑΝΑΓΙΩΤΟΥ [655, 909, 820, 920]
right-column [1082, 22, 1580, 2221]
presses-text: Κατὰ τηλεγραφήματα ἐκ Βερολίνου εἰς τὰς ἐκλογὰς τοῦ Ράιχσταγκ οἱ ἀνεξάρτητοι σοσιαλισταὶ ἐκέρδισαν 80 ἕδρας, οἱ πλειοψηφοῦντες σοσιαλισταὶ 110 ἕδρας, ἐνῷ τὰ ἀστικὰ κόμματα ὑπέστησαν πανωλεθρίαν. Τὸ ἀποτέλεσμα θεωρεῖται ὡς νίκη τῆς ἐργατικῆς τάξεως. [1335, 846, 1580, 929]
divider [834, 891, 1067, 892]
divider [22, 407, 312, 408]
lloyd-george-text: Κατὰ τὴν ἀγόρευσίν του εἰς τὴν Βουλὴν τῶν Κοινοτήτων ὁ κ. Λόυδ Τζώρτζ ἐδήλωσεν ὅτι ἡ Εὐρώπη εὑρίσκεται πρὸ τῆς ἐκρήξεως τοῦ κοινωνικοῦ ἡφαιστείου. Ἡ ἀνεργία καὶ ἡ ἀκρίβεια ἐπιτείνουν τὴν δυσφορίαν τῶν λαῶν, ἀπαιτεῖται δὲ ἡ ταχεῖα ἀποκατάστασις τῶν ἐμπορικῶν σχέσεων μετὰ τῆς Ρωσίας, ὅπως ἀποφευχθῇ ἡ γενικὴ καταστροφή. Ὁ κ. Ἀσκουιθ ἐπέκρινε τὴν πολιτικὴν τῆς Κυβερνήσεως. [1082, 303, 1327, 410]
presses-text: Κατὰ τηλεγραφήματα ἐκ Βερολίνου εἰς τὰς ἐκλογὰς τοῦ Ράιχσταγκ οἱ ἀνεξάρτητοι σοσιαλισταὶ ἐκέρδισαν 80 ἕδρας, οἱ πλειοψηφοῦντες σοσιαλισταὶ 110 ἕδρας, ἐνῷ τὰ ἀστικὰ κόμματα ὑπέστησαν πανωλεθρίαν. Τὸ ἀποτέλεσμα θεωρεῖται ὡς νίκη τῆς ἐργατικῆς τάξεως. [1082, 846, 1327, 929]
workers-text: Πρόσκλησις. Καλοῦνται τὰ μέλη τοῦ Ἐργατικοῦ Κέντρου νὰ προσέλθωσιν εἰς τὴν γενικὴν συνέλευσιν, ἥτις θὰ λάβῃ χώραν τὴν προσεχῆ Κυριακὴν εἰς τὴν αἴθουσαν τοῦ Κέντρου. Θέματα: Ἀπολογισμὸς καὶ ἐκλογὴ νέου Διοικητικοῦ Συμβουλίου. [580, 833, 824, 904]
